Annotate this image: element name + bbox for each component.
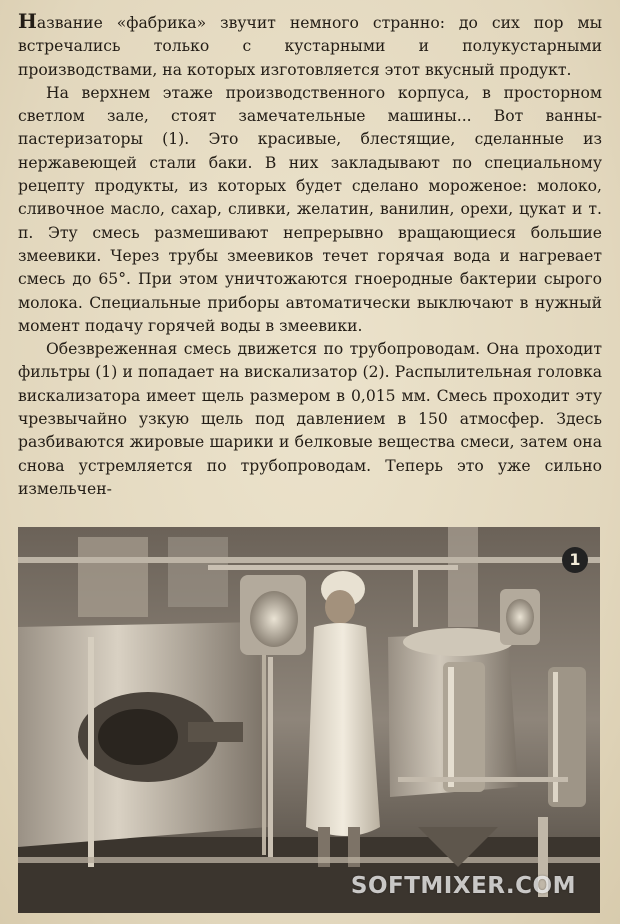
factory-photo (18, 527, 600, 913)
watermark: SOFTMIXER.COM (350, 873, 576, 899)
paragraph-3: Обезвреженная смесь движется по трубопроводам. Она проходит фильтры (1) и попадает на вискализатор (2). Распылительная головка вискализатора имеет щель размером в 0,015 мм. Смесь проходит эту чрезвычайно узкую щель под давлением в 150 атмосфер. Здесь разбиваются жировые шарики и белковые вещества смеси, затем она снова устремляется по трубопроводам. Теперь это уже сильно измельчен- (18, 340, 602, 498)
paragraph-2: На верхнем этаже производственного корпуса, в просторном светлом зале, стоят замечательные машины... Вот ванны-пастеризаторы (1). Это красивые, блестящие, сделанные из нержавеющей стали баки. В них закладывают по специальному рецепту продукты, из которых будет сделано мороженое: молоко, сливочное масло, сахар, сливки, желатин, ванилин, орехи, цукат и т. п. Эту смесь размешивают непрерывно вращающиеся большие змеевики. Через трубы змеевиков течет горячая вода и нагревает смесь до 65°. При этом уничтожаются гноеродные бактерии сырого молока. Специальные приборы автоматически выключают в нужный момент подачу горячей воды в змеевики. (18, 83, 602, 335)
paragraph-1: Название «фабрика» звучит немного странно: до сих пор мы встречались только с кустарными и полукустарными производствами, на которых изготовляется этот вкусный продукт. (18, 9, 602, 79)
figure-number-badge: 1 (562, 547, 588, 573)
article-text (18, 10, 602, 501)
photo-illustration (18, 527, 600, 913)
